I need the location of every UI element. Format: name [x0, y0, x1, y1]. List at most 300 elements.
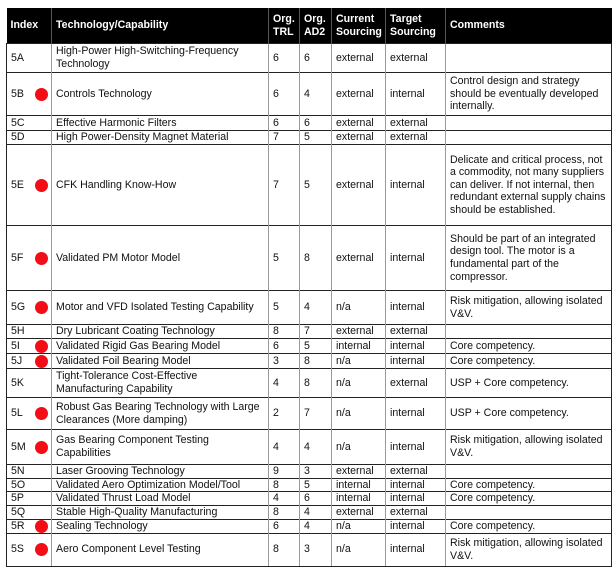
target-sourcing-text: internal	[390, 440, 425, 453]
current-sourcing-text: n/a	[336, 543, 351, 556]
current-sourcing-text: internal	[336, 492, 371, 505]
index-cell	[7, 430, 52, 465]
org-ad2-text: 4	[304, 301, 310, 314]
target-sourcing-cell	[386, 291, 446, 325]
target-sourcing-text: external	[390, 51, 428, 64]
org-ad2-cell	[300, 398, 332, 430]
table-row	[7, 465, 612, 479]
comments-cell	[446, 506, 612, 520]
org-ad2-cell	[300, 492, 332, 506]
comments-cell	[446, 492, 612, 506]
org-ad2-text: 7	[304, 407, 310, 420]
comments-cell	[446, 44, 612, 73]
org-trl-text: 6	[273, 116, 279, 129]
table-row	[7, 369, 612, 398]
org-trl-text: 6	[273, 51, 279, 64]
org-ad2-text: 4	[304, 506, 310, 519]
org-trl-cell	[269, 533, 300, 566]
current-sourcing-cell	[332, 44, 386, 73]
table-row	[7, 131, 612, 145]
org-ad2-text: 6	[304, 492, 310, 505]
index-text: 5I	[11, 339, 20, 352]
current-sourcing-text: external	[336, 51, 374, 64]
table-body	[7, 44, 612, 567]
index-cell	[7, 131, 52, 145]
target-sourcing-cell	[386, 226, 446, 291]
comments-text: Core competency.	[450, 478, 536, 491]
technology-text: Validated Foil Bearing Model	[56, 354, 191, 367]
index-cell	[7, 339, 52, 354]
technology-cell	[52, 73, 269, 116]
org-ad2-cell	[300, 519, 332, 533]
technology-text: High-Power High-Switching-Frequency Technology	[56, 45, 239, 70]
index-text: 5J	[11, 354, 23, 367]
table-row	[7, 398, 612, 430]
org-trl-text: 6	[273, 339, 279, 352]
technology-text: Effective Harmonic Filters	[56, 116, 177, 129]
current-sourcing-cell	[332, 291, 386, 325]
comments-text: Risk mitigation, allowing isolated V&V.	[450, 537, 603, 562]
org-ad2-text: 5	[304, 339, 310, 352]
table-row	[7, 478, 612, 492]
index-text: 5P	[11, 492, 24, 505]
index-cell	[7, 465, 52, 479]
target-sourcing-cell	[386, 145, 446, 226]
org-ad2-cell	[300, 369, 332, 398]
technology-cell	[52, 339, 269, 354]
table-row	[7, 506, 612, 520]
org-trl-text: 9	[273, 465, 279, 477]
table-row	[7, 44, 612, 73]
technology-cell	[52, 533, 269, 566]
org-ad2-text: 8	[304, 251, 310, 264]
org-trl-text: 8	[273, 506, 279, 519]
current-sourcing-text: external	[336, 325, 374, 338]
comments-cell	[446, 325, 612, 339]
org-ad2-cell	[300, 506, 332, 520]
org-ad2-text: 8	[304, 376, 310, 389]
org-ad2-text: 6	[304, 116, 310, 129]
comments-cell	[446, 533, 612, 566]
current-sourcing-text: external	[336, 465, 374, 477]
table-row	[7, 73, 612, 116]
technology-text: Gas Bearing Component Testing Capabilities	[56, 434, 209, 459]
header-org-trl	[269, 8, 300, 44]
index-cell	[7, 116, 52, 131]
org-trl-cell	[269, 73, 300, 116]
org-ad2-cell	[300, 145, 332, 226]
comments-cell	[446, 116, 612, 131]
table-header	[7, 8, 612, 44]
target-sourcing-cell	[386, 44, 446, 73]
technology-text: Aero Component Level Testing	[56, 543, 201, 556]
red-dot-marker-icon	[35, 340, 48, 353]
technology-cell	[52, 369, 269, 398]
org-trl-text: 2	[273, 407, 279, 420]
org-ad2-cell	[300, 339, 332, 354]
index-text: 5L	[11, 407, 23, 420]
target-sourcing-cell	[386, 519, 446, 533]
current-sourcing-cell	[332, 478, 386, 492]
target-sourcing-text: internal	[390, 519, 425, 532]
header-org-trl-line2: TRL	[273, 25, 294, 38]
technology-cell	[52, 492, 269, 506]
technology-text: Sealing Technology	[56, 519, 148, 532]
index-cell	[7, 478, 52, 492]
target-sourcing-cell	[386, 369, 446, 398]
technology-text: Robust Gas Bearing Technology with Large Clearances (More damping)	[56, 400, 260, 426]
header-org-ad2-line1: Org.	[304, 12, 326, 25]
target-sourcing-cell	[386, 354, 446, 369]
index-cell	[7, 519, 52, 533]
header-technology: Technology/Capability	[52, 8, 269, 44]
target-sourcing-text: external	[390, 506, 428, 519]
table-row	[7, 533, 612, 566]
red-dot-marker-icon	[35, 543, 48, 556]
current-sourcing-cell	[332, 465, 386, 479]
org-trl-cell	[269, 478, 300, 492]
comments-text: Delicate and critical process, not a commodity, not many suppliers can deliver. If not internal, then redundant external supply chains should be established.	[450, 153, 606, 216]
header-current-line1: Current	[336, 12, 375, 25]
target-sourcing-cell	[386, 325, 446, 339]
current-sourcing-text: external	[336, 506, 374, 519]
org-ad2-cell	[300, 430, 332, 465]
org-ad2-text: 5	[304, 478, 310, 491]
target-sourcing-cell	[386, 430, 446, 465]
header-org-trl-line1: Org.	[273, 12, 295, 25]
technology-text: Laser Grooving Technology	[56, 465, 185, 477]
org-trl-text: 5	[273, 251, 279, 264]
current-sourcing-cell	[332, 519, 386, 533]
comments-text: USP + Core competency.	[450, 376, 569, 389]
target-sourcing-text: internal	[390, 339, 425, 352]
header-current-line2: Sourcing	[336, 25, 382, 38]
table-row	[7, 492, 612, 506]
org-ad2-cell	[300, 354, 332, 369]
technology-text: Validated Rigid Gas Bearing Model	[56, 339, 221, 352]
org-ad2-cell	[300, 465, 332, 479]
current-sourcing-cell	[332, 325, 386, 339]
current-sourcing-text: external	[336, 116, 374, 129]
index-cell	[7, 506, 52, 520]
index-text: 5M	[11, 440, 26, 453]
target-sourcing-cell	[386, 533, 446, 566]
org-trl-cell	[269, 339, 300, 354]
table-row	[7, 339, 612, 354]
current-sourcing-text: external	[336, 131, 374, 144]
comments-cell	[446, 369, 612, 398]
index-cell	[7, 533, 52, 566]
technology-cell	[52, 291, 269, 325]
index-text: 5Q	[11, 506, 26, 519]
table-row	[7, 226, 612, 291]
current-sourcing-text: n/a	[336, 376, 351, 389]
index-cell	[7, 354, 52, 369]
technology-text: High Power-Density Magnet Material	[56, 131, 229, 144]
target-sourcing-cell	[386, 73, 446, 116]
technology-text: Validated Aero Optimization Model/Tool	[56, 478, 241, 491]
target-sourcing-text: external	[390, 376, 428, 389]
current-sourcing-cell	[332, 354, 386, 369]
comments-cell	[446, 145, 612, 226]
current-sourcing-text: internal	[336, 478, 371, 491]
technology-cell	[52, 44, 269, 73]
table-row	[7, 354, 612, 369]
org-ad2-cell	[300, 533, 332, 566]
header-org-ad2-line2: AD2	[304, 25, 326, 38]
target-sourcing-text: external	[390, 325, 428, 338]
current-sourcing-cell	[332, 226, 386, 291]
current-sourcing-cell	[332, 533, 386, 566]
target-sourcing-text: internal	[390, 178, 425, 191]
header-comments: Comments	[446, 8, 612, 44]
index-cell	[7, 226, 52, 291]
comments-cell	[446, 398, 612, 430]
comments-text: Should be part of an integrated design tool. The motor is a fundamental part of the compressor.	[450, 232, 596, 283]
comments-text: USP + Core competency.	[450, 407, 569, 420]
header-org-ad2	[300, 8, 332, 44]
red-dot-marker-icon	[35, 520, 48, 533]
index-text: 5N	[11, 465, 25, 477]
org-ad2-text: 4	[304, 87, 310, 100]
org-trl-cell	[269, 226, 300, 291]
current-sourcing-cell	[332, 506, 386, 520]
org-trl-text: 5	[273, 301, 279, 314]
org-trl-cell	[269, 145, 300, 226]
comments-cell	[446, 131, 612, 145]
org-ad2-cell	[300, 226, 332, 291]
target-sourcing-cell	[386, 478, 446, 492]
org-trl-text: 6	[273, 519, 279, 532]
red-dot-marker-icon	[35, 355, 48, 368]
org-trl-cell	[269, 492, 300, 506]
red-dot-marker-icon	[35, 179, 48, 192]
target-sourcing-text: internal	[390, 87, 425, 100]
current-sourcing-cell	[332, 73, 386, 116]
org-trl-cell	[269, 369, 300, 398]
target-sourcing-text: internal	[390, 301, 425, 314]
red-dot-marker-icon	[35, 441, 48, 454]
org-ad2-cell	[300, 73, 332, 116]
red-dot-marker-icon	[35, 407, 48, 420]
current-sourcing-text: n/a	[336, 519, 351, 532]
target-sourcing-cell	[386, 506, 446, 520]
current-sourcing-cell	[332, 339, 386, 354]
target-sourcing-text: external	[390, 116, 428, 129]
table-row	[7, 291, 612, 325]
table-row	[7, 145, 612, 226]
org-ad2-text: 5	[304, 178, 310, 191]
comments-text: Core competency.	[450, 519, 536, 532]
target-sourcing-cell	[386, 465, 446, 479]
technology-text: Motor and VFD Isolated Testing Capability	[56, 301, 254, 314]
current-sourcing-cell	[332, 398, 386, 430]
org-ad2-text: 7	[304, 325, 310, 338]
target-sourcing-text: external	[390, 131, 428, 144]
technology-cell	[52, 131, 269, 145]
header-target-sourcing	[386, 8, 446, 44]
technology-text: Tight-Tolerance Cost-Effective Manufacturing Capability	[56, 370, 198, 395]
org-trl-text: 4	[273, 492, 279, 505]
index-text: 5D	[11, 131, 25, 144]
index-text: 5A	[11, 51, 24, 64]
index-text: 5B	[11, 87, 24, 100]
header-current-sourcing	[332, 8, 386, 44]
org-trl-text: 8	[273, 325, 279, 338]
comments-text: Core competency.	[450, 354, 536, 367]
technology-cell	[52, 398, 269, 430]
org-trl-text: 6	[273, 87, 279, 100]
index-text: 5G	[11, 301, 26, 314]
org-ad2-text: 3	[304, 465, 310, 477]
red-dot-marker-icon	[35, 252, 48, 265]
index-cell	[7, 492, 52, 506]
index-text: 5F	[11, 251, 24, 264]
index-cell	[7, 73, 52, 116]
index-text: 5K	[11, 376, 24, 389]
technology-cell	[52, 478, 269, 492]
index-cell	[7, 145, 52, 226]
comments-text: Risk mitigation, allowing isolated V&V.	[450, 294, 603, 320]
comments-cell	[446, 465, 612, 479]
current-sourcing-text: n/a	[336, 354, 351, 367]
current-sourcing-cell	[332, 492, 386, 506]
technology-text: CFK Handling Know-How	[56, 178, 177, 191]
org-ad2-text: 3	[304, 543, 310, 556]
target-sourcing-text: internal	[390, 354, 425, 367]
technology-text: Dry Lubricant Coating Technology	[56, 325, 215, 338]
org-trl-cell	[269, 519, 300, 533]
technology-text: Validated Thrust Load Model	[56, 492, 191, 505]
org-trl-cell	[269, 354, 300, 369]
index-text: 5C	[11, 116, 25, 129]
current-sourcing-cell	[332, 145, 386, 226]
org-trl-cell	[269, 325, 300, 339]
current-sourcing-text: n/a	[336, 407, 351, 420]
target-sourcing-text: internal	[390, 543, 425, 556]
comments-text: Core competency.	[450, 492, 536, 505]
target-sourcing-cell	[386, 398, 446, 430]
target-sourcing-text: internal	[390, 478, 425, 491]
header-target-line2: Sourcing	[390, 25, 436, 38]
red-dot-marker-icon	[35, 88, 48, 101]
current-sourcing-text: n/a	[336, 440, 351, 453]
index-text: 5S	[11, 543, 24, 556]
header-index: Index	[7, 8, 52, 44]
comments-cell	[446, 519, 612, 533]
comments-text: Core competency.	[450, 339, 536, 352]
index-cell	[7, 44, 52, 73]
comments-cell	[446, 339, 612, 354]
technology-text: Validated PM Motor Model	[56, 251, 181, 264]
org-trl-text: 7	[273, 178, 279, 191]
org-ad2-cell	[300, 131, 332, 145]
current-sourcing-text: n/a	[336, 301, 351, 314]
org-trl-cell	[269, 291, 300, 325]
org-ad2-cell	[300, 116, 332, 131]
table-row	[7, 430, 612, 465]
org-ad2-cell	[300, 291, 332, 325]
current-sourcing-cell	[332, 430, 386, 465]
technology-cell	[52, 116, 269, 131]
technology-cell	[52, 506, 269, 520]
technology-cell	[52, 354, 269, 369]
current-sourcing-text: external	[336, 251, 374, 264]
technology-cell	[52, 430, 269, 465]
technology-cell	[52, 519, 269, 533]
technology-text: Controls Technology	[56, 87, 152, 100]
target-sourcing-text: internal	[390, 251, 425, 264]
red-dot-marker-icon	[35, 301, 48, 314]
org-trl-cell	[269, 430, 300, 465]
current-sourcing-text: internal	[336, 339, 371, 352]
org-ad2-text: 5	[304, 131, 310, 144]
target-sourcing-text: internal	[390, 407, 425, 420]
org-ad2-text: 6	[304, 51, 310, 64]
comments-cell	[446, 478, 612, 492]
index-cell	[7, 291, 52, 325]
org-trl-text: 4	[273, 376, 279, 389]
current-sourcing-text: external	[336, 87, 374, 100]
org-trl-cell	[269, 116, 300, 131]
comments-cell	[446, 430, 612, 465]
index-text: 5R	[11, 519, 25, 532]
org-ad2-text: 4	[304, 440, 310, 453]
org-ad2-cell	[300, 325, 332, 339]
technology-text: Stable High-Quality Manufacturing	[56, 506, 218, 519]
comments-cell	[446, 73, 612, 116]
current-sourcing-cell	[332, 369, 386, 398]
index-cell	[7, 369, 52, 398]
comments-cell	[446, 291, 612, 325]
org-trl-text: 4	[273, 440, 279, 453]
comments-text: Risk mitigation, allowing isolated V&V.	[450, 434, 603, 459]
index-text: 5O	[11, 478, 26, 491]
technology-cell	[52, 325, 269, 339]
target-sourcing-cell	[386, 492, 446, 506]
org-ad2-cell	[300, 44, 332, 73]
comments-cell	[446, 226, 612, 291]
table-row	[7, 116, 612, 131]
current-sourcing-cell	[332, 116, 386, 131]
technology-cell	[52, 465, 269, 479]
org-trl-text: 8	[273, 543, 279, 556]
index-text: 5E	[11, 178, 24, 191]
org-ad2-cell	[300, 478, 332, 492]
index-cell	[7, 398, 52, 430]
comments-text: Control design and strategy should be eventually developed internally.	[450, 75, 599, 113]
target-sourcing-cell	[386, 116, 446, 131]
org-trl-cell	[269, 506, 300, 520]
org-ad2-text: 8	[304, 354, 310, 367]
org-trl-cell	[269, 44, 300, 73]
target-sourcing-cell	[386, 131, 446, 145]
current-sourcing-text: external	[336, 178, 374, 191]
target-sourcing-text: external	[390, 465, 428, 477]
technology-cell	[52, 145, 269, 226]
org-trl-text: 7	[273, 131, 279, 144]
technology-capability-table	[6, 8, 612, 567]
index-text: 5H	[11, 325, 25, 338]
index-cell	[7, 325, 52, 339]
table-row	[7, 325, 612, 339]
technology-cell	[52, 226, 269, 291]
org-trl-text: 3	[273, 354, 279, 367]
org-ad2-text: 4	[304, 519, 310, 532]
comments-cell	[446, 354, 612, 369]
org-trl-cell	[269, 465, 300, 479]
header-target-line1: Target	[390, 12, 422, 25]
